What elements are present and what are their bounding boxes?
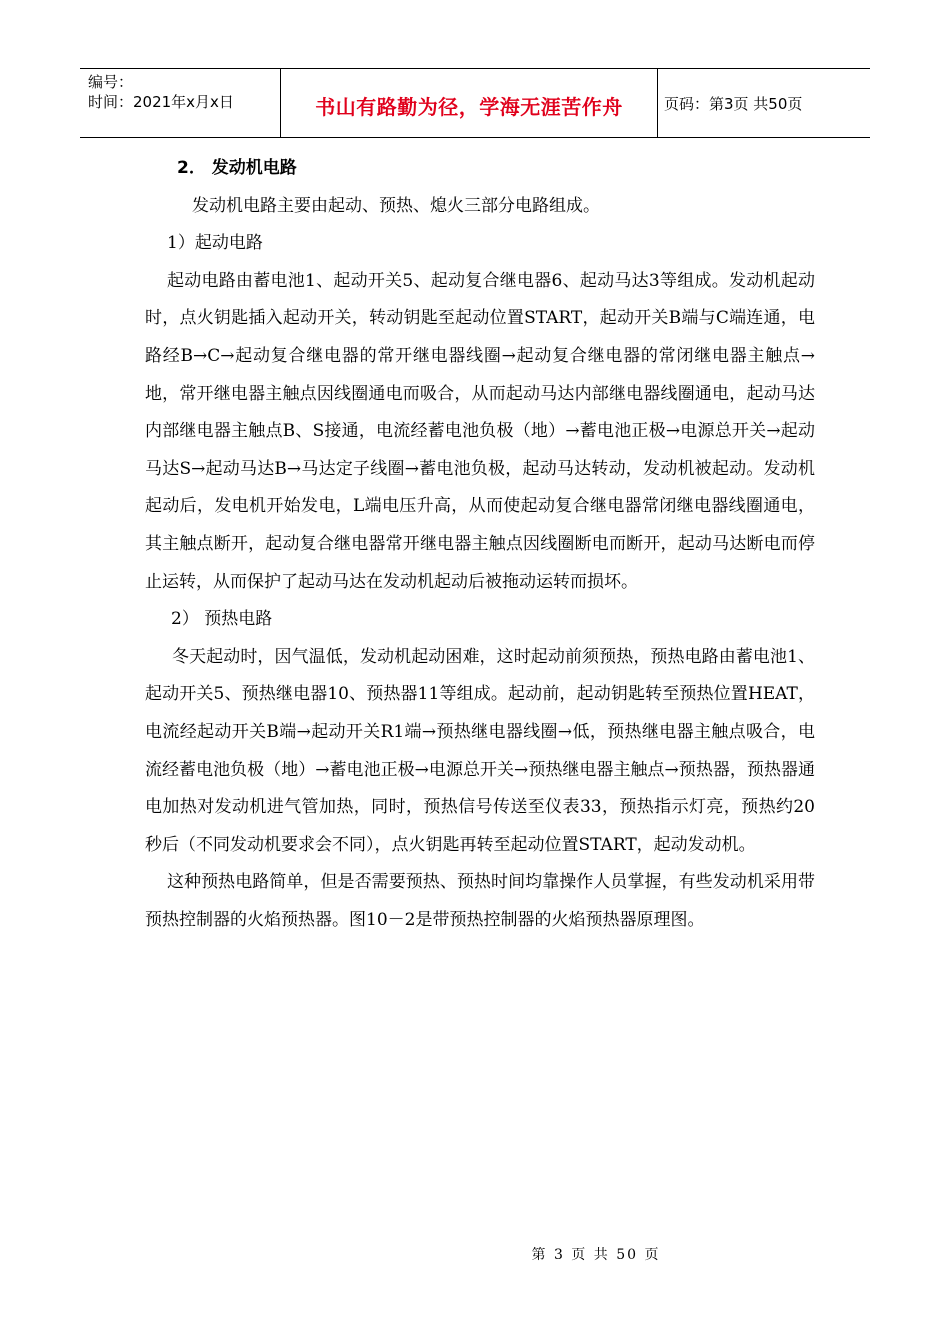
subsection-title-start-circuit: 1）起动电路: [167, 233, 263, 254]
header-meta-cell: [80, 69, 281, 137]
page-footer: [0, 1244, 950, 1264]
header-number-label: 编号：: [88, 73, 134, 91]
header-motto: 书山有路勤为径，学海无涯苦作舟: [315, 94, 623, 119]
header-motto-cell: [281, 69, 658, 137]
subsection-title-preheat-circuit: 2） 预热电路: [171, 609, 273, 630]
header-date-label: 时间：2021年x月x日: [88, 93, 234, 111]
footer-page-number: 第 3 页 共 50 页: [531, 1247, 661, 1263]
section-title: 2． 发动机电路: [177, 158, 297, 178]
header-page-cell: [658, 69, 870, 137]
header-page-info: 页码：第3页 共50页: [664, 94, 803, 113]
paragraph-start-circuit: 起动电路由蓄电池1、起动开关5、起动复合继电器6、起动马达3等组成。发动机起动时，点火钥匙插入起动开关，转动钥匙至起动位置START，起动开关B端与C端连通，电路经B→C→起动复合继电器的常开继电器线圈→起动复合继电器的常闭继电器主触点→地，常开继电器主触点因线圈通电而吸合，从而起动马达内部继电器线圈通电，起动马达内部继电器主触点B、S接通，电流经蓄电池负极（地）→蓄电池正极→电源总开关→起动马达S→起动马达B→马达定子线圈→蓄电池负极，起动马达转动，发动机被起动。发动机起动后，发电机开始发电，L端电压升高，从而使起动复合继电器常闭继电器线圈通电，其主触点断开，起动复合继电器常开继电器主触点因线圈断电而断开，起动马达断电而停止运转，从而保护了起动马达在发动机起动后被拖动运转而损坏。: [145, 270, 815, 592]
document-body: [145, 150, 815, 939]
page-header: [80, 68, 870, 138]
paragraph-preheat-note: 这种预热电路简单，但是否需要预热、预热时间均靠操作人员掌握，有些发动机采用带预热控制器的火焰预热器。图10－2是带预热控制器的火焰预热器原理图。: [145, 872, 815, 930]
intro-paragraph: 发动机电路主要由起动、预热、熄火三部分电路组成。: [192, 195, 600, 216]
paragraph-preheat-circuit: 冬天起动时，因气温低，发动机起动困难，这时起动前须预热，预热电路由蓄电池1、起动开关5、预热继电器10、预热器11等组成。起动前，起动钥匙转至预热位置HEAT，电流经起动开关B端→起动开关R1端→预热继电器线圈→低，预热继电器主触点吸合，电流经蓄电池负极（地）→蓄电池正极→电源总开关→预热继电器主触点→预热器，预热器通电加热对发动机进气管加热，同时，预热信号传送至仪表33，预热指示灯亮，预热约20秒后（不同发动机要求会不同），点火钥匙再转至起动位置START，起动发动机。: [145, 646, 815, 855]
